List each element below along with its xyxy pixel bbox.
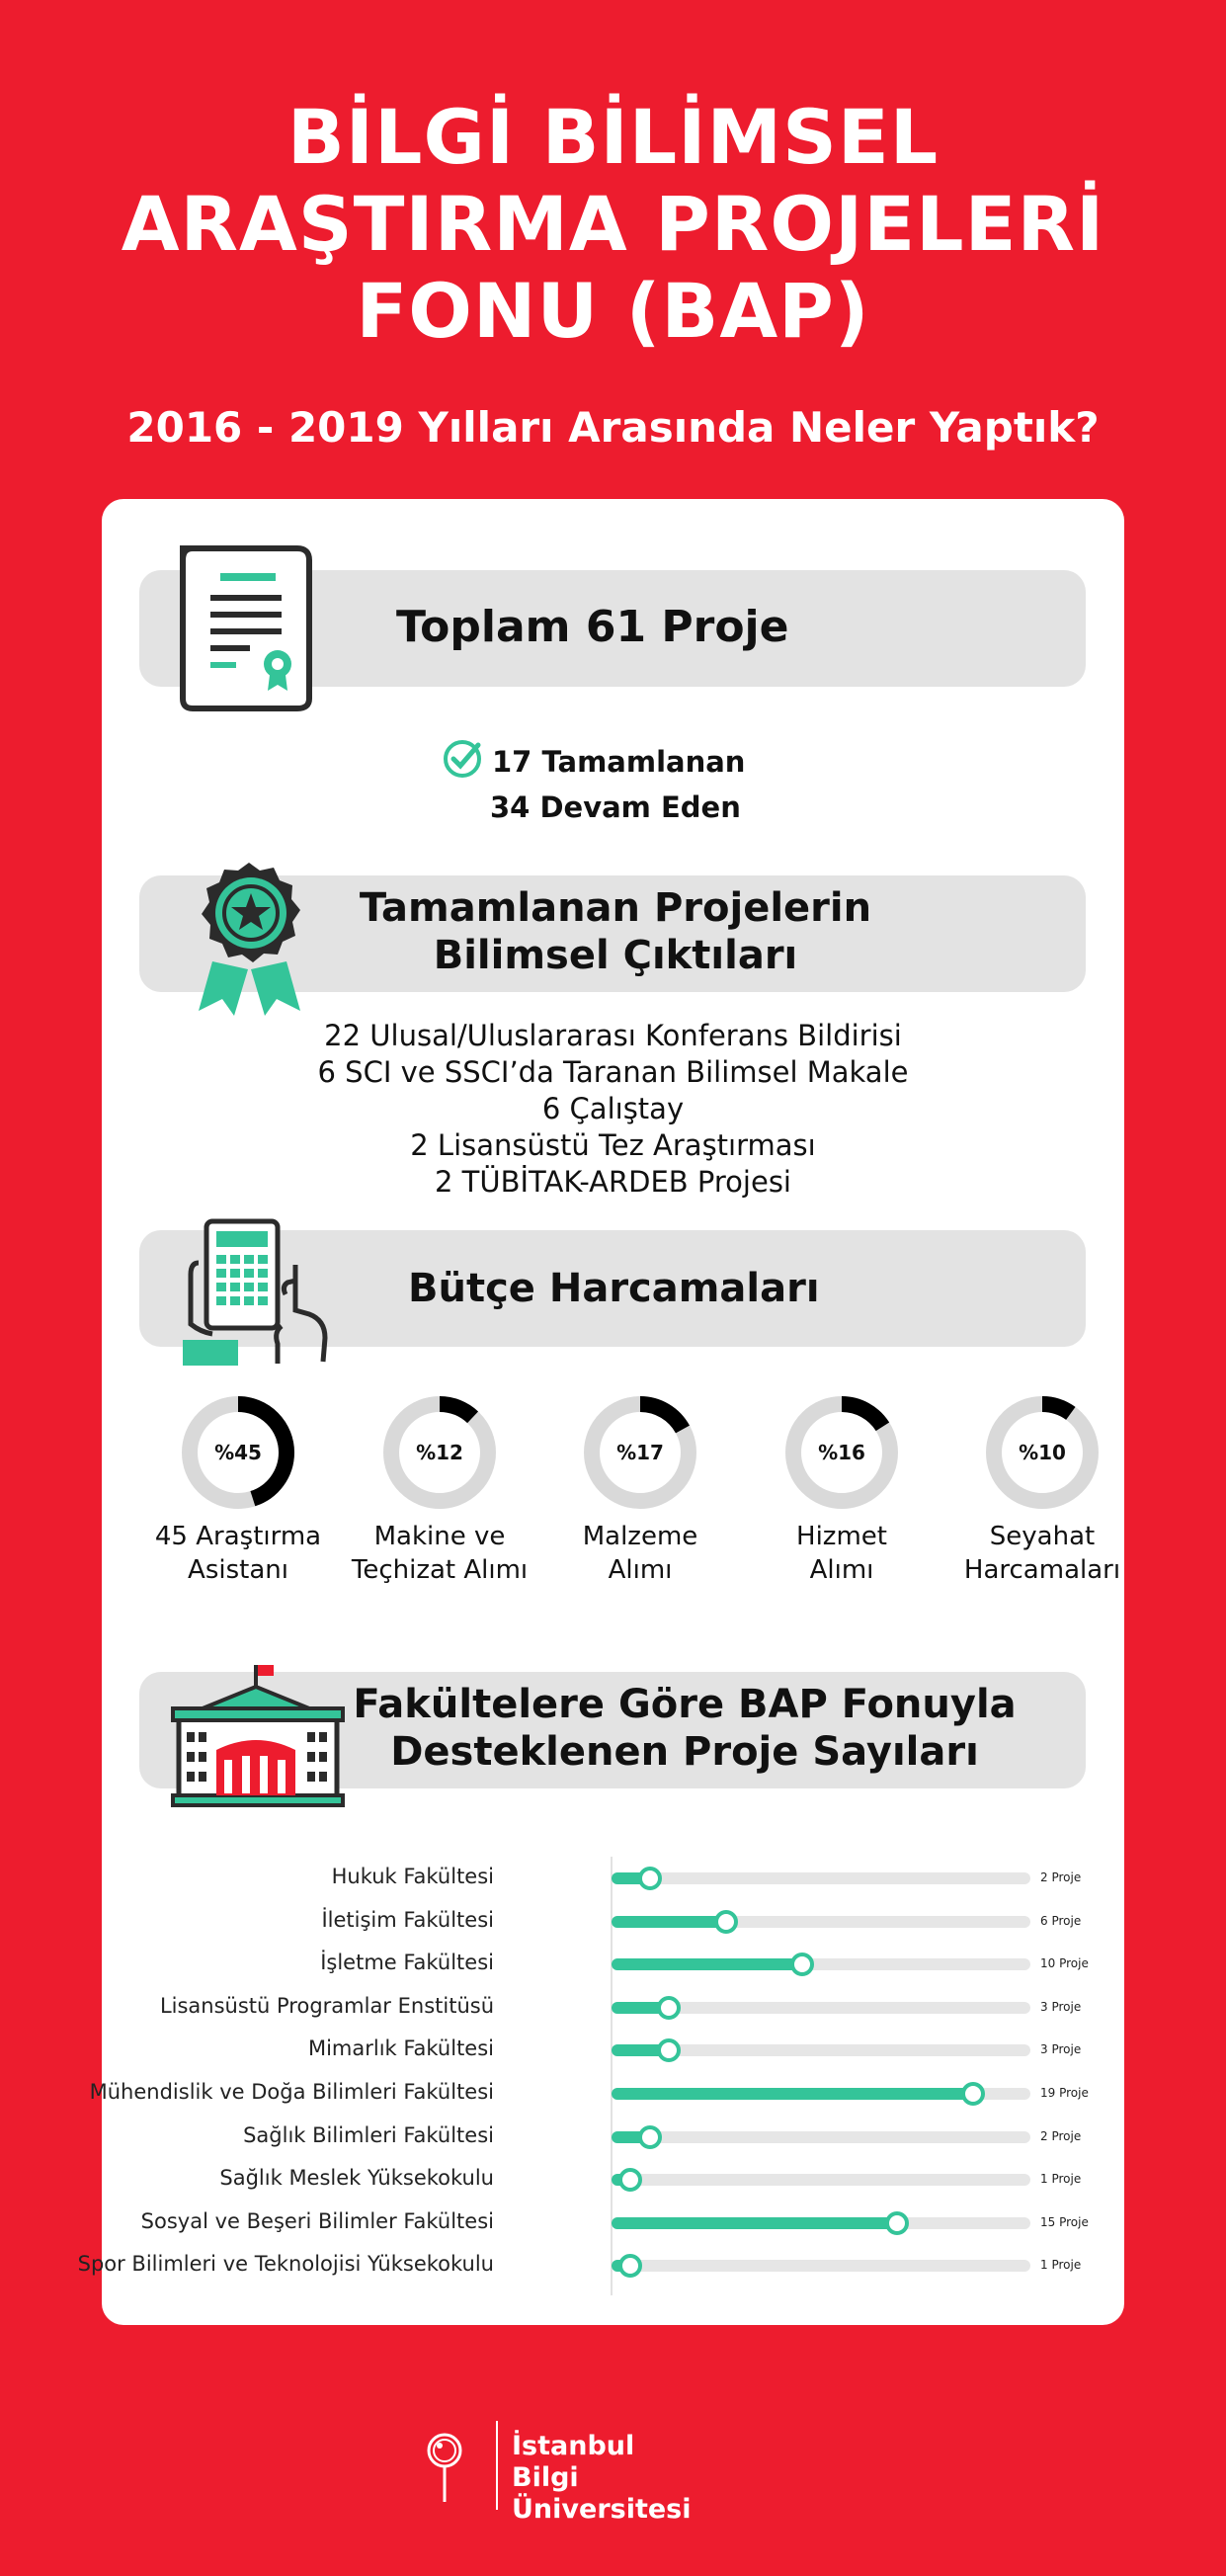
budget-donut — [380, 1393, 499, 1512]
faculties-heading-line-1: Fakültelere Göre BAP Fonuyla — [353, 1682, 1017, 1727]
budget-item — [743, 1393, 940, 1587]
budget-donut — [179, 1393, 297, 1512]
budget-label — [139, 1520, 337, 1587]
content-card — [77, 499, 1124, 2325]
donut-percent-label: %12 — [416, 1441, 463, 1464]
faculty-count-label: 6 Proje — [1040, 1913, 1082, 1928]
faculty-bar-track — [612, 2174, 1030, 2186]
faculty-bar-marker — [657, 1996, 681, 2020]
output-item: 6 Çalıştay — [541, 1092, 685, 1125]
university-building-icon — [169, 1663, 347, 1811]
faculty-bar-marker — [885, 2211, 909, 2235]
check-circle-icon — [443, 739, 482, 779]
donut-percent-label: %17 — [616, 1441, 664, 1464]
calculator-hand-icon — [179, 1215, 337, 1373]
faculty-count-label: 2 Proje — [1040, 2128, 1082, 2143]
bilgi-logo-icon — [425, 2421, 464, 2510]
budget-item — [943, 1393, 1141, 1587]
page-title — [0, 94, 1226, 355]
budget-label — [541, 1520, 739, 1587]
budget-heading: Bütçe Harcamaları — [408, 1266, 820, 1311]
page-subtitle: 2016 - 2019 Yılları Arasında Neler Yaptık? — [126, 403, 1100, 452]
faculty-name: Lisansüstü Programlar Enstitüsü — [159, 1993, 494, 2018]
faculty-bar — [612, 2217, 897, 2229]
faculty-count-label: 1 Proje — [1040, 2258, 1082, 2273]
footer-divider — [496, 2421, 498, 2510]
faculty-bar-marker — [657, 2038, 681, 2062]
outputs-heading — [299, 884, 932, 979]
budget-label-line: Harcamaları — [963, 1555, 1121, 1585]
faculty-bar — [612, 2088, 973, 2100]
donut-percent-label: %10 — [1019, 1441, 1066, 1464]
donut-percent-label: %16 — [818, 1441, 865, 1464]
budget-label-line: Seyahat — [989, 1522, 1096, 1551]
budget-label-line: 45 Araştırma — [154, 1522, 322, 1551]
budget-item — [139, 1393, 337, 1587]
faculty-bar-track — [612, 1872, 1030, 1884]
budget-item — [341, 1393, 538, 1587]
budget-label-line: Alımı — [608, 1555, 673, 1585]
faculty-name: Sosyal ve Beşeri Bilimler Fakültesi — [140, 2208, 494, 2233]
faculty-count-label: 3 Proje — [1040, 1999, 1082, 2014]
budget-label-line: Malzeme — [582, 1522, 698, 1551]
document-certificate-icon — [171, 540, 314, 713]
footer-line-1: İstanbul — [512, 2431, 635, 2461]
faculty-bar-marker — [618, 2168, 642, 2192]
ongoing-count: 34 Devam Eden — [490, 790, 741, 824]
budget-label — [943, 1520, 1141, 1587]
faculty-name: Mimarlık Fakültesi — [307, 2036, 494, 2061]
faculty-bar-track — [612, 2260, 1030, 2272]
faculty-bar-marker — [618, 2254, 642, 2278]
output-item: 6 SCI ve SSCI’da Taranan Bilimsel Makale — [317, 1055, 909, 1089]
faculty-bar — [612, 1916, 726, 1928]
output-item: 22 Ulusal/Uluslararası Konferans Bildirisi — [324, 1019, 902, 1052]
faculty-count-label: 1 Proje — [1040, 2172, 1082, 2187]
completed-count: 17 Tamamlanan — [492, 745, 746, 779]
faculty-bar — [612, 1958, 802, 1970]
donut-percent-label: %45 — [214, 1441, 262, 1464]
budget-donut — [983, 1393, 1102, 1512]
title-line-1: BİLGİ BİLİMSEL — [286, 93, 940, 181]
faculty-name: Sağlık Meslek Yüksekokulu — [219, 2166, 494, 2191]
faculties-heading — [339, 1681, 1030, 1776]
budget-label-line: Teçhizat Alımı — [351, 1555, 529, 1585]
faculty-name: Mühendislik ve Doğa Bilimleri Fakültesi — [89, 2080, 494, 2104]
budget-item — [541, 1393, 739, 1587]
budget-label-line: Hizmet — [796, 1522, 887, 1551]
budget-donut — [782, 1393, 901, 1512]
faculty-count-label: 19 Proje — [1040, 2086, 1089, 2100]
outputs-list — [102, 1018, 1124, 1201]
faculty-count-label: 3 Proje — [1040, 2042, 1082, 2057]
outputs-heading-line-2: Bilimsel Çıktıları — [433, 933, 798, 978]
faculty-bar-marker — [638, 2125, 662, 2149]
faculty-bar-track — [612, 2131, 1030, 2143]
faculty-name: İşletme Fakültesi — [320, 1951, 494, 1975]
footer-text — [512, 2431, 692, 2526]
faculty-bar-marker — [790, 1953, 814, 1976]
budget-label-line: Asistanı — [188, 1555, 288, 1585]
outputs-heading-line-1: Tamamlanan Projelerin — [359, 885, 872, 931]
footer-line-2: Bilgi Üniversitesi — [512, 2462, 692, 2525]
faculty-name: İletişim Fakültesi — [321, 1907, 494, 1932]
budget-label — [743, 1520, 940, 1587]
faculty-count-label: 2 Proje — [1040, 1870, 1082, 1884]
faculty-count-label: 10 Proje — [1040, 1956, 1089, 1971]
output-item: 2 TÜBİTAK-ARDEB Projesi — [435, 1165, 791, 1199]
budget-label-line: Alımı — [809, 1555, 874, 1585]
title-line-2: ARAŞTIRMA PROJELERİ — [121, 180, 1105, 268]
budget-donut — [581, 1393, 699, 1512]
projects-heading: Toplam 61 Proje — [396, 602, 789, 652]
faculty-bar-marker — [961, 2082, 985, 2106]
budget-label — [341, 1520, 538, 1587]
award-badge-icon — [183, 853, 316, 1016]
faculty-name: Hukuk Fakültesi — [331, 1865, 494, 1888]
faculty-bar-marker — [714, 1910, 738, 1934]
faculty-name: Sağlık Bilimleri Fakültesi — [243, 2122, 494, 2147]
faculty-name: Spor Bilimleri ve Teknolojisi Yüksekokulu — [77, 2252, 494, 2277]
faculty-count-label: 15 Proje — [1040, 2214, 1089, 2229]
faculty-bar-marker — [638, 1867, 662, 1890]
budget-label-line: Makine ve — [373, 1522, 506, 1551]
output-item: 2 Lisansüstü Tez Araştırması — [410, 1128, 816, 1162]
faculties-heading-line-2: Desteklenen Proje Sayıları — [390, 1729, 979, 1775]
title-line-3: FONU (BAP) — [356, 267, 870, 355]
